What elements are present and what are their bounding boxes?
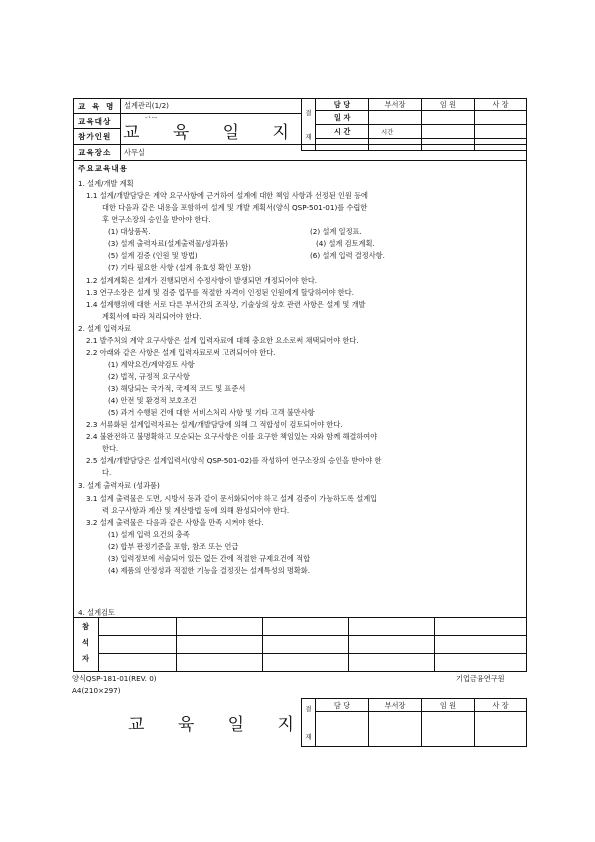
time-value: 시간 <box>369 125 422 139</box>
attendees-label: 참가인원 <box>78 132 112 141</box>
content-line: 2.1 발주처의 계약 요구사항은 설계 입력자료에 대해 충요한 요소로써 채택되어야 한다. <box>86 336 359 345</box>
approval-sign-cell <box>422 111 475 125</box>
bottom-approval-sign-cell <box>422 712 475 747</box>
content-line: (3) 입력정보에 서술되어 있든 없든 간에 적절한 규제요건에 적합 <box>108 554 311 563</box>
remarks-column-divider <box>348 617 349 672</box>
content-header-label: 주요교육내용 <box>78 164 129 173</box>
place-value: 사무실 <box>124 148 145 157</box>
bottom-approval-sign-cell <box>316 712 369 747</box>
content-line: 한다. <box>102 444 119 453</box>
content-line: 2. 설계 입력자료 <box>78 324 132 333</box>
approval-header-manager: 담 당 <box>316 99 369 111</box>
content-line: 계획서에 따라 처리되어야 한다. <box>102 312 202 321</box>
approval-sign-cell <box>475 125 527 139</box>
content-line: (2) 합부 판정기준을 포함, 참조 또는 언급 <box>108 542 239 551</box>
approval-side-label-1: 결 <box>305 108 312 117</box>
form-title: 교 육 일 지 <box>121 118 305 143</box>
content-line: (1) 계약요건/계약검토 사항 <box>108 360 195 369</box>
content-line: (5) 과거 수행된 건에 대한 서비스처리 사항 및 기타 고객 불만사항 <box>108 408 315 417</box>
bottom-approval-side-cell <box>302 699 316 747</box>
content-line: 3.2 설계 출력물은 다음과 같은 사항을 만족 시켜야 한다. <box>86 518 264 527</box>
approval-table <box>301 98 527 151</box>
content-line: (1) 설계 입력 요건의 충족 <box>108 530 190 539</box>
row-divider <box>73 113 301 114</box>
content-line: 2.5 설계/개발담당은 설계입력서(양식 QSP-501-02)를 작성하여 연구소장의 승인을 받아야 한 <box>86 456 382 465</box>
content-line: (3) 해당되는 국가적, 국제적 코드 및 표준서 <box>108 384 246 393</box>
bottom-approval-side-label-2: 재 <box>305 732 312 741</box>
content-line: (3) 설계 출력자료(설계출력물/성과품) <box>108 239 228 248</box>
content-line: 2.4 불완전하고 불명확하고 모순되는 요구사항은 이를 요구한 책임있는 자와 함께 해결하여야 <box>86 432 378 441</box>
spacer-cell <box>369 139 422 151</box>
remarks-top-divider <box>73 617 527 618</box>
place-label: 교육장소 <box>78 148 112 157</box>
content-line: 1.2 설계계획은 설계가 진행되면서 수정사항이 발생되면 개정되어야 한다. <box>86 276 318 285</box>
remarks-label-char: 석 <box>82 638 89 647</box>
content-line: (2) 설계 일정표. <box>310 227 362 236</box>
approval-header-dept: 부서장 <box>369 99 422 111</box>
content-line: 4. 설계검토 <box>78 608 115 617</box>
bottom-approval-header-dept: 부서장 <box>369 699 422 712</box>
content-line: 력 요구사항과 계산 및 계산방법 등에 의해 완성되어야 한다. <box>102 506 290 515</box>
content-line: 1.3 연구소장은 설계 및 검증 업무를 적절한 자격이 인정된 인원에게 할당하여야 한다. <box>86 288 354 297</box>
spacer-cell <box>316 139 369 151</box>
content-line: 2.2 아래와 같은 사항은 설계 입력자료로써 고려되어야 한다. <box>86 348 276 357</box>
approval-side-cell <box>302 99 316 151</box>
content-line: (5) 설계 검증 (인원 및 방법) <box>108 251 198 260</box>
bottom-approval-table <box>301 698 527 747</box>
row-divider <box>73 160 527 161</box>
bottom-approval-sign-cell <box>475 712 527 747</box>
bottom-approval-header-manager: 담 당 <box>316 699 369 712</box>
content-line: 1. 설계/개발 계획 <box>78 179 134 188</box>
content-line: 1.4 설계행위에 대한 서로 다른 부서간의 조직상, 기술상의 상호 관련 사항은 설계 및 개발 <box>86 300 366 309</box>
course-name-value: 설계관리(1/2) <box>124 101 169 110</box>
content-line: (6) 설계 입력 결정사항. <box>310 251 385 260</box>
remarks-label-char: 참 <box>82 622 89 631</box>
course-name-label: 교 육 명 <box>78 102 116 111</box>
date-label: 일 자 <box>316 111 369 125</box>
bottom-approval-side-label-1: 결 <box>305 704 312 713</box>
date-value-cell <box>369 111 422 125</box>
content-line: 후 연구소장의 승인을 받아야 한다. <box>102 215 211 224</box>
content-line: 3. 설계 출력자료 (성과품) <box>78 481 160 490</box>
remarks-row-divider <box>98 653 527 654</box>
approval-sign-cell <box>475 111 527 125</box>
remarks-column-divider <box>262 617 263 672</box>
remarks-label-divider <box>98 617 99 672</box>
content-line: (7) 기타 필요한 사항 (설계 유효성 확인 포함) <box>108 263 251 272</box>
target-label: 교육대상 <box>78 117 112 126</box>
content-line: (4) 제품의 안정성과 적절한 기능을 결정짓는 설계특성의 명확화. <box>108 566 311 575</box>
remarks-column-divider <box>434 617 435 672</box>
content-line: 다. <box>102 468 112 477</box>
organization-name: 기업금융연구원 <box>456 674 505 683</box>
paper-size: A4(210×297) <box>72 686 121 695</box>
bottom-approval-sign-cell <box>369 712 422 747</box>
content-line: 1.1 설계/개발담당은 계약 요구사항에 근거하여 설계에 대한 책임 사항과 선정된 인원 등에 <box>86 191 368 200</box>
bottom-approval-header-ceo: 사 장 <box>475 699 527 712</box>
content-line: 3.1 설계 출력물은 도면, 시방서 등과 같이 문서화되어야 하고 설계 검증이 가능하도록 설계입 <box>86 494 378 503</box>
bottom-approval-header-exec: 임 원 <box>422 699 475 712</box>
content-line: 2.3 서류화된 설계입력자료는 설계/개발담당에 의해 그 적합성이 검토되어야 한다. <box>86 420 343 429</box>
remarks-label-char: 자 <box>82 654 89 663</box>
remarks-row-divider <box>98 635 527 636</box>
content-line: (4) 설계 검토계획. <box>316 239 375 248</box>
spacer-cell <box>422 139 475 151</box>
content-line: (2) 법적, 규정적 요구사항 <box>108 372 190 381</box>
remarks-column-divider <box>176 617 177 672</box>
content-line: (1) 대상품목. <box>108 227 151 236</box>
bottom-form-title: 교 육 일 지 <box>128 715 308 735</box>
form-code: 양식QSP-181-01(REV. 0) <box>72 674 157 683</box>
approval-side-label-2: 재 <box>305 132 312 141</box>
approval-sign-cell <box>422 125 475 139</box>
approval-header-exec: 임 원 <box>422 99 475 111</box>
approval-header-ceo: 사 장 <box>475 99 527 111</box>
spacer-cell <box>475 139 527 151</box>
time-label: 시 간 <box>316 125 369 139</box>
content-line: (4) 안전 및 환경적 보호조건 <box>108 396 197 405</box>
content-line: 대한 다음과 같은 내용을 포함하여 설계 및 개발 계획서(양식 QSP-501-01)를 수립한 <box>102 203 368 212</box>
